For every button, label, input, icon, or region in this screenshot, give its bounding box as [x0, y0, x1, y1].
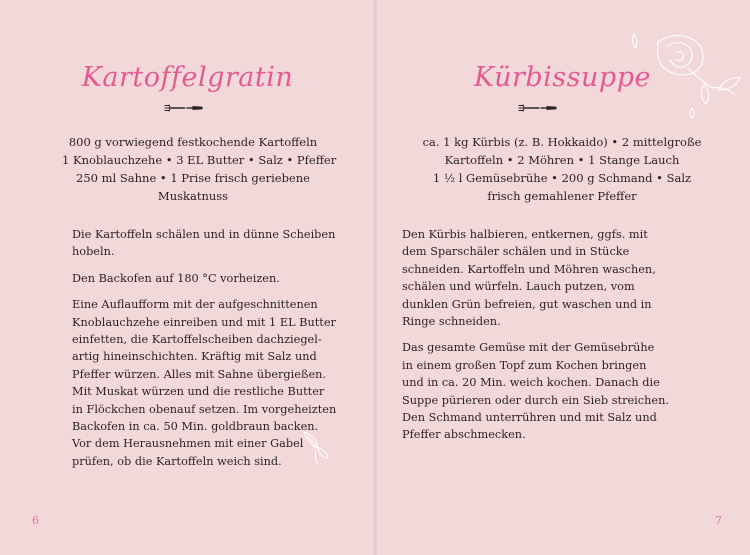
text-line: Eine Auflaufform mit der aufgeschnittenen	[72, 298, 318, 312]
ingredients-list	[407, 133, 717, 205]
method-paragraph	[72, 226, 336, 261]
text-line: Knoblauchzehe einreiben und mit 1 EL Butter	[72, 315, 336, 329]
recipe-title: Kartoffelgratin	[81, 62, 294, 93]
text-line: schneiden. Kartoffeln und Möhren waschen,	[402, 262, 656, 276]
text-line: Pfeffer würzen. Alles mit Sahne übergießen.	[72, 367, 327, 381]
ingredient-line: Muskatnuss	[157, 189, 229, 203]
text-line: dem Sparschäler schälen und in Stücke	[402, 245, 630, 259]
text-line: Den Backofen auf 180 °C vorheizen.	[72, 271, 280, 285]
recipe-title: Kürbissuppe	[474, 62, 651, 93]
method-paragraph	[72, 296, 337, 470]
text-line: schälen und würfeln. Lauch putzen, vom	[402, 280, 635, 294]
text-line: und in ca. 20 Min. weich kochen. Danach die	[402, 376, 660, 390]
fork-knife-icon	[518, 103, 558, 113]
text-line: in Flöckchen obenauf setzen. Im vorgeheizten	[72, 402, 337, 416]
text-line: Das gesamte Gemüse mit der Gemüsebrühe	[402, 341, 655, 355]
ingredient-line: 1 ½ l Gemüsebrühe • 200 g Schmand • Salz	[432, 171, 692, 185]
ingredient-line: 800 g vorwiegend festkochende Kartoffeln	[68, 135, 318, 149]
method-paragraph	[402, 226, 677, 330]
ingredient-line: ca. 1 kg Kürbis (z. B. Hokkaido) • 2 mittelgroße	[422, 135, 702, 149]
text-line: artig hineinschichten. Kräftig mit Salz und	[72, 350, 317, 364]
ingredient-line: frisch gemahlener Pfeffer	[487, 189, 637, 203]
text-line: Vor dem Herausnehmen mit einer Gabel	[72, 437, 304, 451]
leaf-outline-icon	[296, 428, 336, 468]
text-line: Pfeffer abschmecken.	[402, 428, 526, 442]
text-line: Backofen in ca. 50 Min. goldbraun backen.	[72, 420, 319, 434]
fork-knife-icon	[164, 103, 204, 113]
text-line: einfetten, die Kartoffelscheiben dachziegel-	[72, 333, 322, 347]
text-line: hobeln.	[72, 245, 115, 259]
method-text	[72, 226, 337, 479]
ingredient-line: Kartoffeln • 2 Möhren • 1 Stange Lauch	[444, 153, 680, 167]
ingredients-list	[62, 133, 337, 205]
text-line: Den Kürbis halbieren, entkernen, ggfs. mit	[402, 228, 648, 241]
text-line: Suppe pürieren oder durch ein Sieb streichen.	[402, 393, 669, 407]
page-number: 6	[32, 514, 39, 527]
method-paragraph	[402, 339, 677, 443]
text-line: dunklen Grün befreien, gut waschen und in	[402, 297, 652, 311]
text-line: Den Schmand unterrühren und mit Salz und	[402, 411, 657, 425]
ingredient-line: 1 Knoblauchzehe • 3 EL Butter • Salz • Pfeffer	[62, 153, 337, 167]
text-line: Mit Muskat würzen und die restliche Butter	[72, 385, 325, 399]
ingredient-line: 250 ml Sahne • 1 Prise frisch geriebene	[76, 171, 310, 185]
page-number: 7	[715, 514, 722, 527]
method-paragraph	[72, 270, 330, 287]
method-text	[402, 226, 677, 453]
text-line: in einem großen Topf zum Kochen bringen	[402, 358, 647, 372]
text-line: prüfen, ob die Kartoffeln weich sind.	[72, 454, 282, 468]
text-line: Die Kartoffeln schälen und in dünne Scheiben	[72, 228, 336, 241]
right-page	[375, 0, 750, 555]
text-line: Ringe schneiden.	[402, 315, 501, 329]
